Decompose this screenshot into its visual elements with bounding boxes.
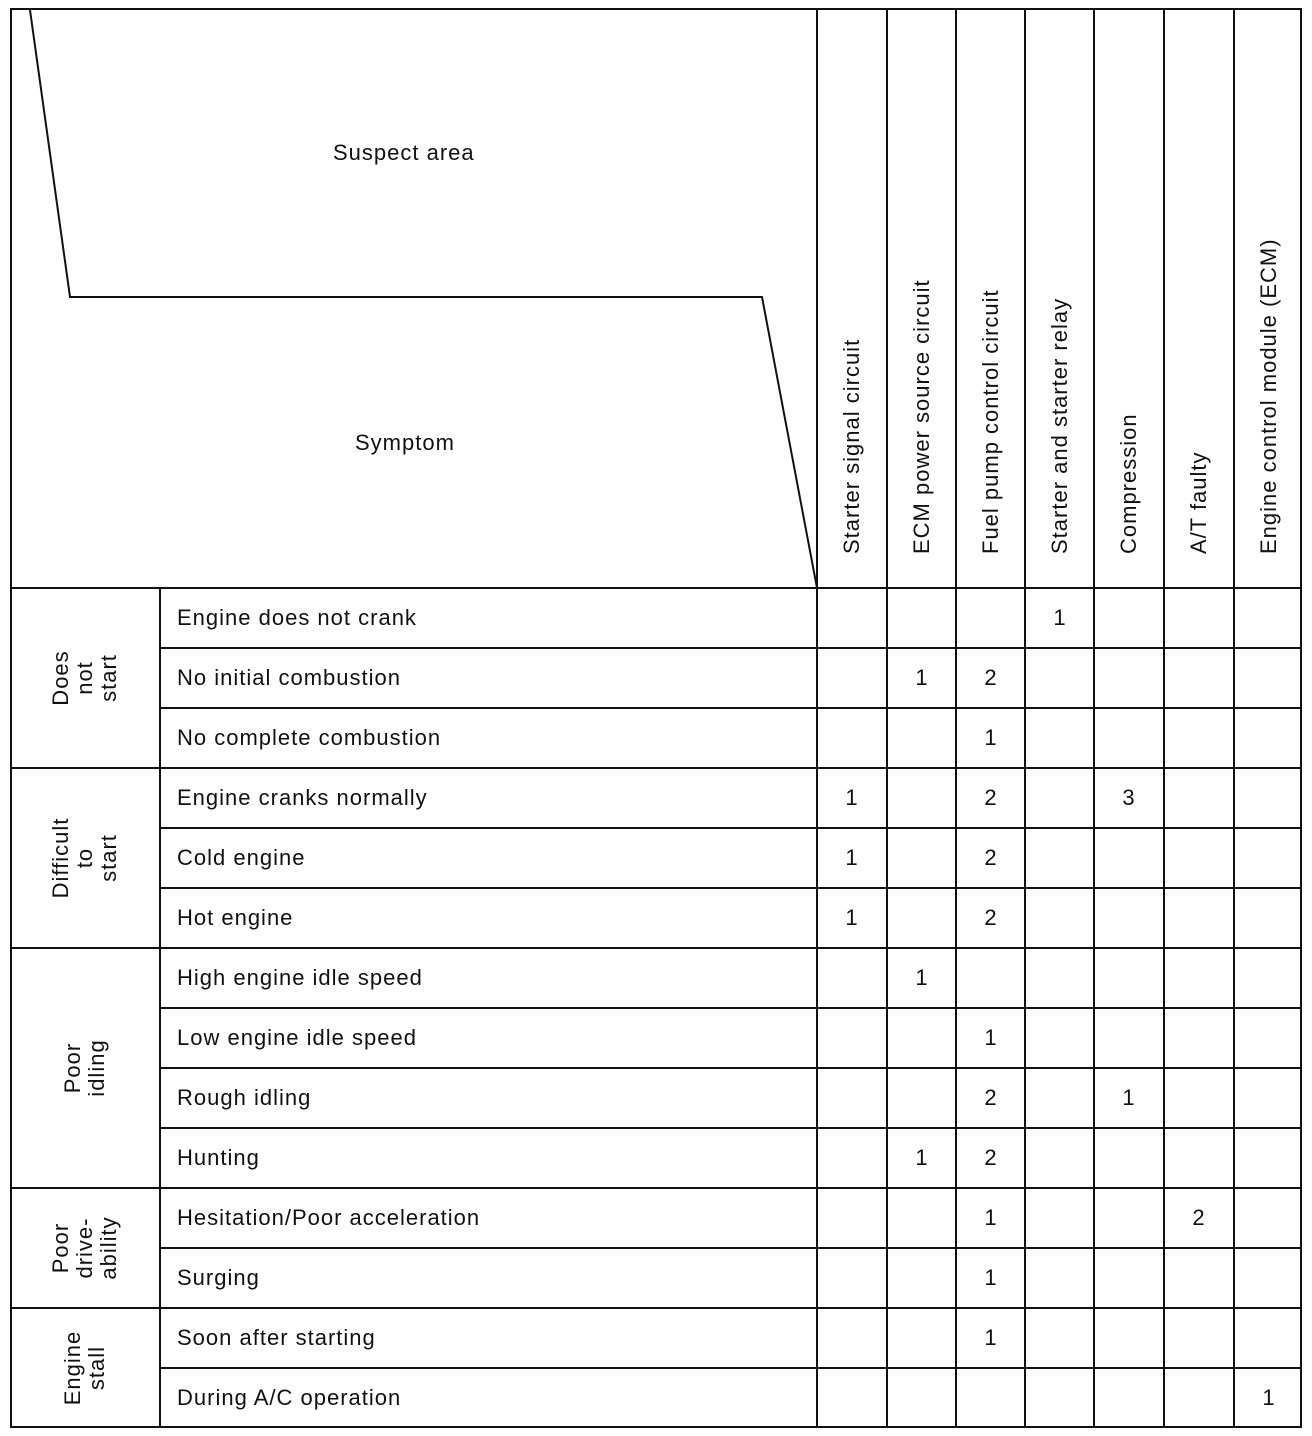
symptom-cell: Engine does not crank — [177, 605, 417, 630]
group-divider — [10, 1307, 1302, 1309]
diagonal-divider-line — [30, 10, 817, 588]
column-header — [887, 8, 956, 588]
group-label — [10, 948, 160, 1188]
rank-cell: 2 — [984, 845, 997, 870]
row-divider — [160, 1367, 1302, 1369]
row-divider — [160, 887, 1302, 889]
row-divider — [160, 827, 1302, 829]
symptom-cell: Low engine idle speed — [177, 1025, 417, 1050]
symptom-cell: No initial combustion — [177, 665, 401, 690]
rank-cell: 2 — [984, 1145, 997, 1170]
symptom-cell: Hot engine — [177, 905, 294, 930]
border-bottom — [10, 1426, 1302, 1428]
symptom-cell: Rough idling — [177, 1085, 312, 1110]
rank-cell: 1 — [984, 1325, 997, 1350]
group-divider — [10, 767, 1302, 769]
column-header-label: Fuel pump control circuit — [977, 289, 1003, 554]
column-header-label: Starter signal circuit — [838, 338, 864, 554]
group-divider — [10, 1187, 1302, 1189]
symptom-cell: Surging — [177, 1265, 260, 1290]
group-label-text: Poor idling — [60, 1039, 109, 1097]
column-header-label: Starter and starter relay — [1046, 297, 1072, 554]
rank-cell: 3 — [1122, 785, 1135, 810]
row-divider — [160, 1067, 1302, 1069]
group-label-text: Difficult to start — [48, 817, 121, 899]
symptom-cell: During A/C operation — [177, 1385, 402, 1410]
column-header-label: A/T faulty — [1185, 451, 1211, 554]
column-divider — [1163, 8, 1165, 1428]
column-header — [1025, 8, 1094, 588]
rank-cell: 1 — [845, 905, 858, 930]
row-divider — [160, 707, 1302, 709]
column-header — [1164, 8, 1233, 588]
rank-cell: 1 — [915, 1145, 928, 1170]
group-label-text: Engine stall — [60, 1330, 109, 1406]
rank-cell: 1 — [1122, 1085, 1135, 1110]
rank-cell: 1 — [984, 1265, 997, 1290]
column-header-label: ECM power source circuit — [908, 279, 934, 554]
rank-cell: 1 — [845, 785, 858, 810]
suspect-area-label: Suspect area — [333, 140, 475, 165]
header-divider — [10, 587, 1302, 589]
group-label — [10, 768, 160, 948]
row-divider — [160, 1127, 1302, 1129]
symptom-cell: Engine cranks normally — [177, 785, 428, 810]
border-top — [10, 8, 1302, 10]
rank-cell: 2 — [984, 785, 997, 810]
rank-cell: 2 — [984, 665, 997, 690]
row-divider — [160, 1247, 1302, 1249]
group-label — [10, 1308, 160, 1428]
symptom-label: Symptom — [355, 430, 455, 455]
symptom-cell: Hunting — [177, 1145, 260, 1170]
symptom-cell: High engine idle speed — [177, 965, 423, 990]
column-divider — [955, 8, 957, 1428]
rank-cell: 1 — [915, 965, 928, 990]
border-right — [1300, 8, 1302, 1428]
rank-cell: 1 — [984, 1025, 997, 1050]
column-header — [1234, 8, 1303, 588]
rank-cell: 2 — [984, 1085, 997, 1110]
rank-cell: 2 — [984, 905, 997, 930]
column-divider — [816, 8, 818, 1428]
group-column-divider — [159, 588, 161, 1428]
rank-cell: 1 — [984, 725, 997, 750]
column-header — [817, 8, 886, 588]
column-header-label: Engine control module (ECM) — [1255, 238, 1281, 554]
row-divider — [160, 647, 1302, 649]
column-divider — [1024, 8, 1026, 1428]
rank-cell: 1 — [1053, 605, 1066, 630]
symptom-cell: Cold engine — [177, 845, 306, 870]
group-label — [10, 588, 160, 768]
symptom-cell: Soon after starting — [177, 1325, 376, 1350]
group-label — [10, 1188, 160, 1308]
rank-cell: 1 — [915, 665, 928, 690]
group-divider — [10, 947, 1302, 949]
column-divider — [886, 8, 888, 1428]
group-label-text: Does not start — [48, 650, 121, 706]
symptom-cell: Hesitation/Poor acceleration — [177, 1205, 481, 1230]
border-left — [10, 8, 12, 1428]
symptom-cell: No complete combustion — [177, 725, 442, 750]
column-divider — [1233, 8, 1235, 1428]
rank-cell: 1 — [984, 1205, 997, 1230]
group-label-text: Poor drive- ability — [48, 1216, 121, 1280]
column-header-label: Compression — [1115, 413, 1141, 554]
row-divider — [160, 1007, 1302, 1009]
rank-cell: 1 — [1262, 1385, 1275, 1410]
rank-cell: 2 — [1192, 1205, 1205, 1230]
rank-cell: 1 — [845, 845, 858, 870]
column-header — [956, 8, 1025, 588]
column-divider — [1093, 8, 1095, 1428]
column-header — [1094, 8, 1163, 588]
